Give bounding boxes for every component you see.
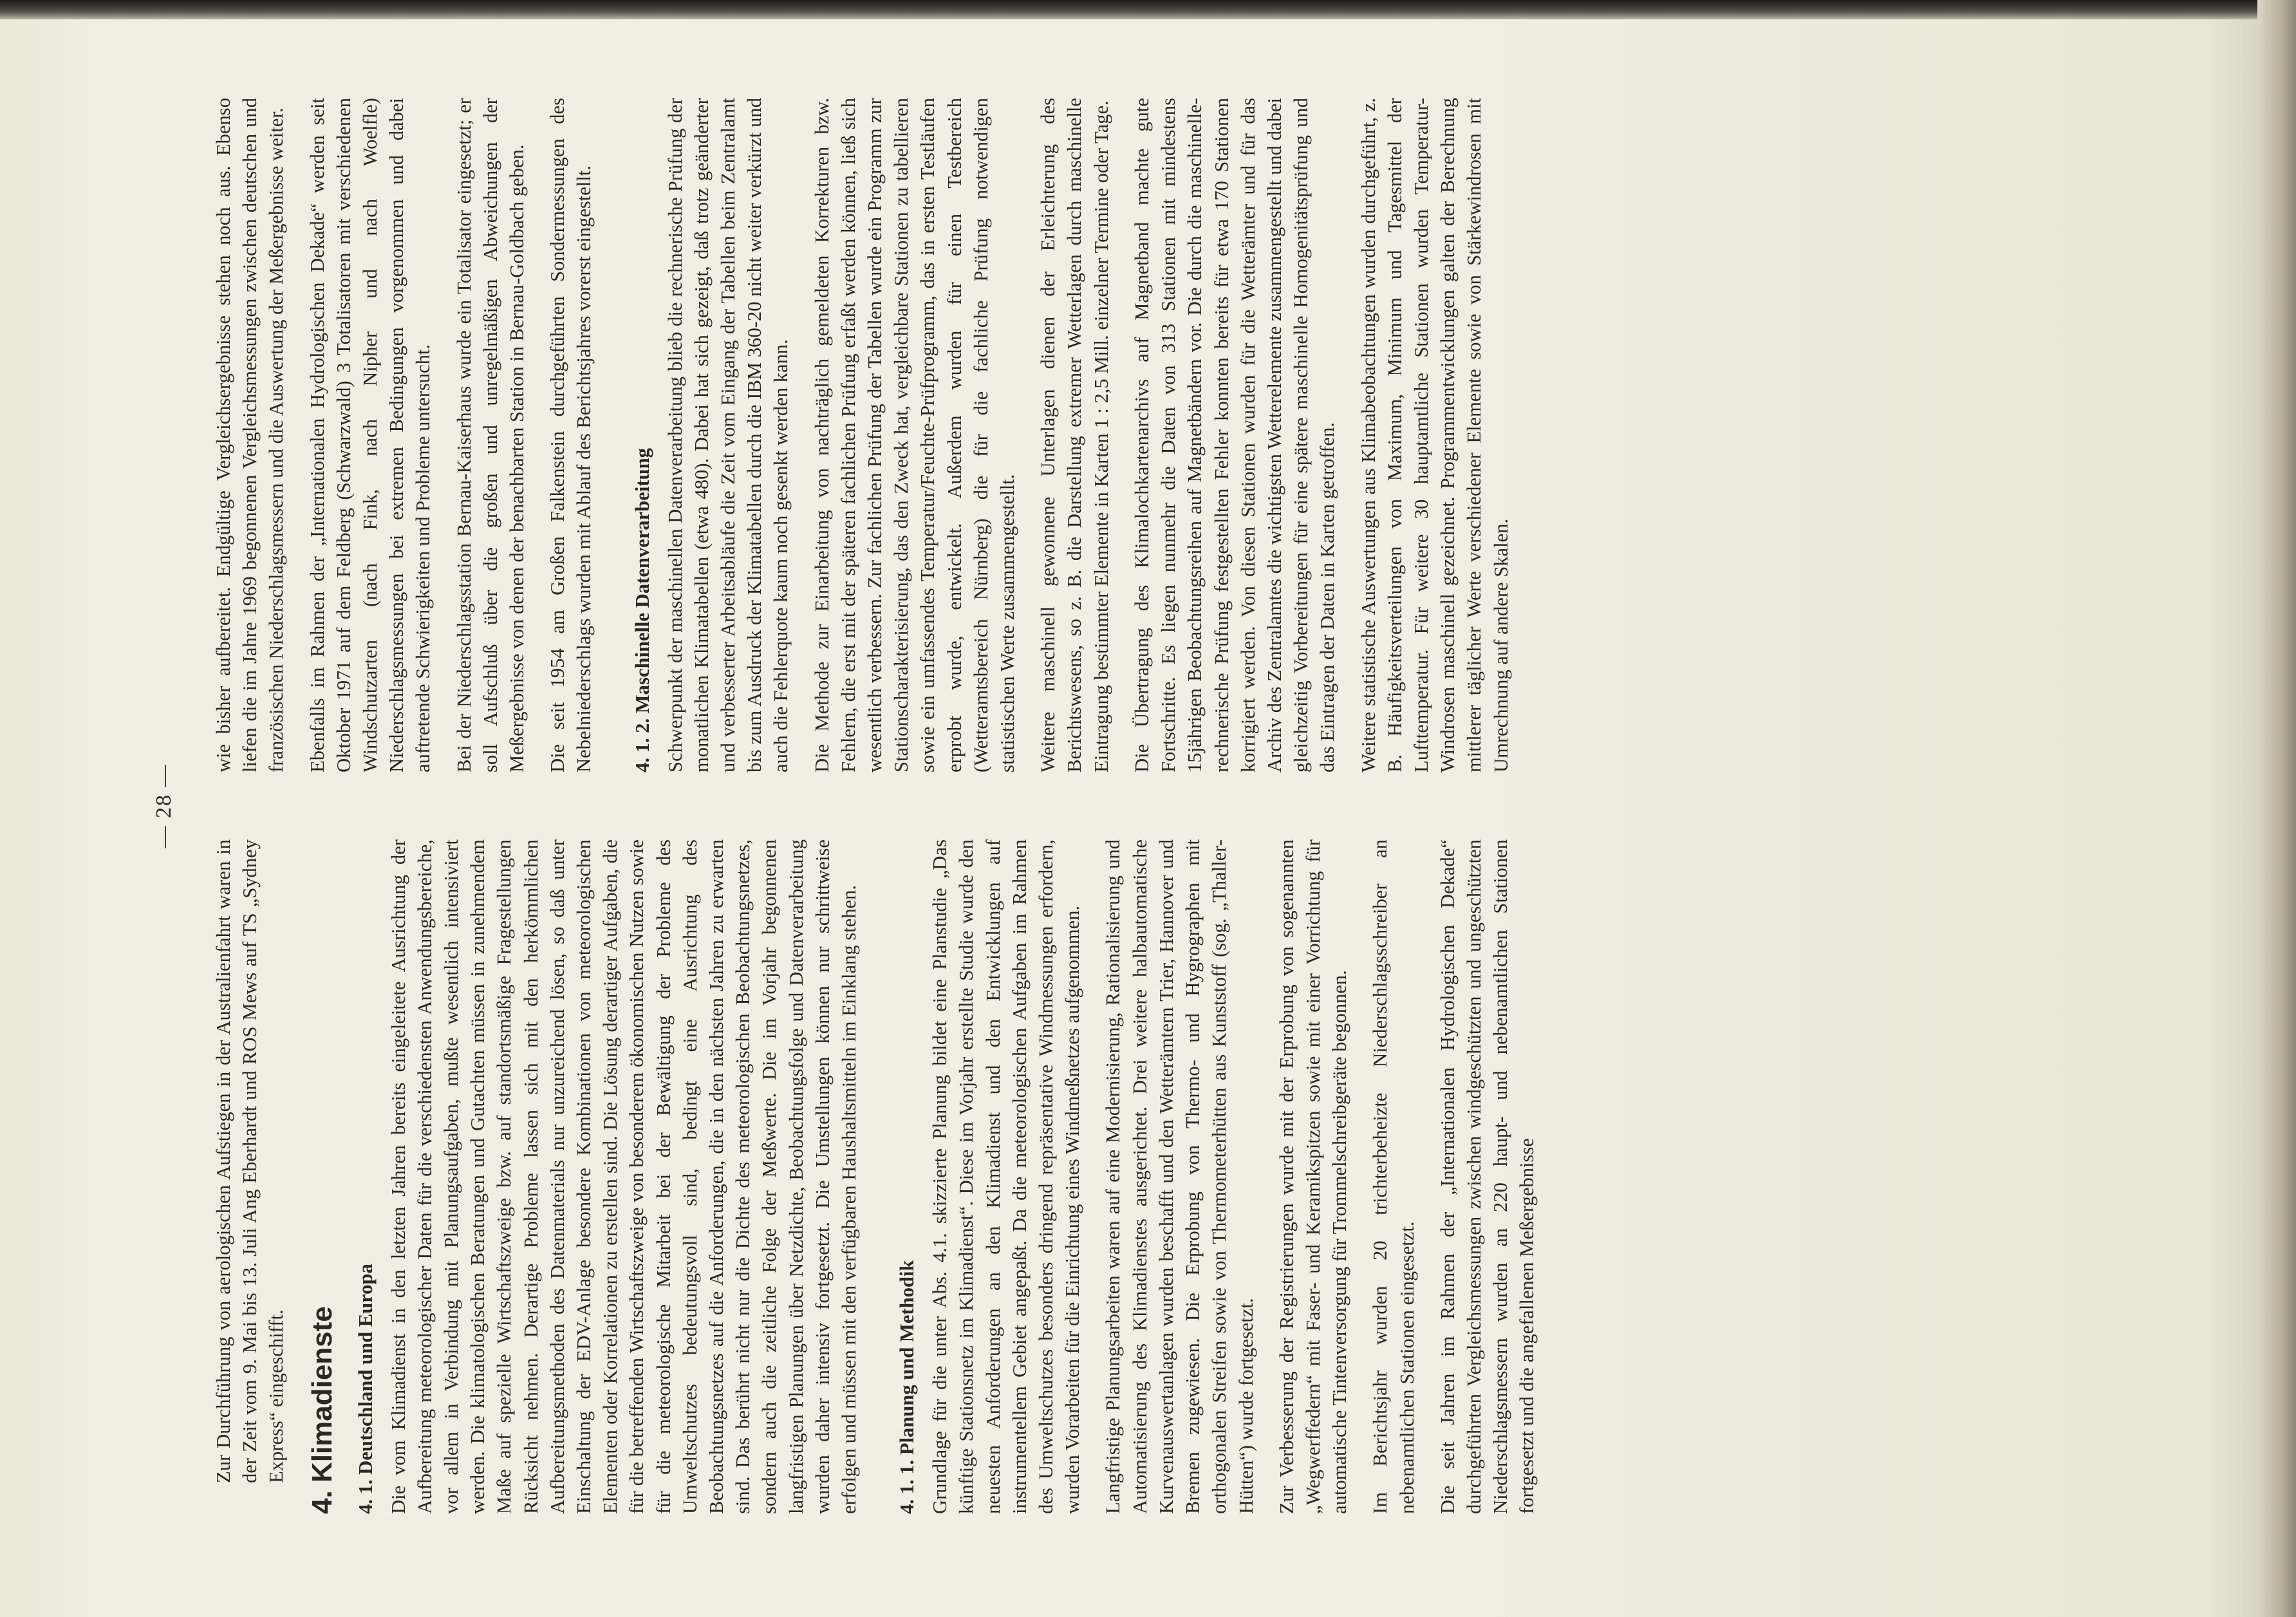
paragraph: Die seit 1954 am Großen Falkenstein durchgeführten Sondermessungen des Nebelniederschlags wurden mit Ablauf des Berichtsjahres vorerst eingestellt. bbox=[546, 98, 595, 772]
subsection-title-4-1: 4. 1. Deutschland und Europa bbox=[354, 1264, 377, 1514]
page-number: — 28 — bbox=[152, 763, 176, 848]
scan-shadow-top bbox=[0, 0, 2296, 19]
subsection-title-4-1-2: 4. 1. 2. Maschinelle Datenverarbeitung bbox=[631, 448, 653, 772]
right-column bbox=[210, 98, 2170, 772]
paragraph: Die seit Jahren im Rahmen der „Internationalen Hydrologischen Dekade“ durchgeführten Vergleichsmessungen zwischen windgeschützten und ungeschützten Niederschlagsmessern wurden an 220 haupt- und nebenamtlichen Stationen fortgesetzt und die angefallenen Meßergebnisse bbox=[1436, 839, 1538, 1514]
paragraph: Ebenfalls im Rahmen der „Internationalen Hydrologischen Dekade“ werden seit Oktober 1971 auf dem Feldberg (Schwarzwald) 3 Totalisatoren mit verschiedenen Windschutzarten (nach Fink, nach Nipher und nach Woelfle) Niederschlagsmessungen bei extremen Bedingungen vorgenommen und dabei auftretende Schwierigkeiten und Probleme untersucht. bbox=[306, 98, 434, 772]
paragraph: Im Berichtsjahr wurden 20 trichterbeheizte Niederschlagsschreiber an nebenamtlichen Stationen eingesetzt. bbox=[1369, 839, 1418, 1514]
paragraph: Die Übertragung des Klimalochkartenarchivs auf Magnetband machte gute Fortschritte. Es liegen nunmehr die Daten von 313 Stationen mit mindestens 15jährigen Beobachtungsreihen auf Magnetbändern vor. Die durch die maschinelle-rechnerische Prüfung festgestellten Fehler konnten bereits für etwa 170 Stationen korrigiert werden. Von diesen Stationen wurden für die Wetterämter und für das Archiv des Zentralamtes die wichtigsten Wetterelemente zusammengestellt und dabei gleichzeitig Vorbereitungen für eine spätere maschinelle Homogenitätsprüfung und das Eintragen der Daten in Karten getroffen. bbox=[1130, 98, 1339, 772]
paragraph: Zur Verbesserung der Registrierungen wurde mit der Erprobung von sogenannten „Wegwerffedern“ mit Faser- und Keramikspitzen sowie mit einer Vorrichtung für automatische Tintenversorgung für Trommelschreibgeräte begonnen. bbox=[1275, 839, 1351, 1514]
book-edge bbox=[2257, 0, 2296, 1617]
paragraph: Die vom Klimadienst in den letzten Jahren bereits eingeleitete Ausrichtung der Aufbereitung meteorologischer Daten für die verschiedensten Anwendungsbereiche, vor allem in Verbindung mit Planungsaufgaben, mußte wesentlich intensiviert werden. Die klimatologischen Beratungen und Gutachten müssen in zunehmendem Maße auf spezielle Wirtschaftszweige bzw. auf standortsmäßige Fragestellungen Rücksicht nehmen. Derartige Probleme lassen sich mit den herkömmlichen Aufbereitungsmethoden des Datenmaterials nur unzureichend lösen, so daß unter Einschaltung der EDV-Anlage besondere Kombinationen von meteorologischen Elementen oder Korrelationen zu erstellen sind. Die Lösung derartiger Aufgaben, die für die betreffenden Wirtschaftszweige von besonderem ökonomischen Nutzen sowie für die meteorologische Mitarbeit bei der Bewältigung der Probleme des Umweltschutzes bedeutungsvoll sind, bedingt eine Ausrichtung des Beobachtungsnetzes auf die Anforderungen, die in den nächsten Jahren zu erwarten sind. Das berührt nicht nur die Dichte des meteorologischen Beobachtungsnetzes, sondern auch die zeitliche Folge der Meßwerte. Die im Vorjahr begonnenen langfristigen Planungen über Netzdichte, Beobachtungsfolge und Datenverarbeitung wurden daher intensiv fortgesetzt. Die Umstellungen können nur schrittweise erfolgen und müssen mit den verfügbaren Haushaltsmitteln im Einklang stehen. bbox=[387, 839, 861, 1514]
paragraph: Schwerpunkt der maschinellen Datenverarbeitung blieb die rechnerische Prüfung der monatlichen Klimatabellen (etwa 480). Dabei hat sich gezeigt, daß trotz geänderter und verbesserter Arbeitsabläufe die Zeit vom Eingang der Tabellen beim Zentralamt bis zum Ausdruck der Klimatabellen durch die IBM 360-20 nicht weiter verkürzt und auch die Fehlerquote kaum noch gesenkt werden kann. bbox=[664, 98, 792, 772]
section-title: 4. Klimadienste bbox=[306, 1306, 338, 1514]
paragraph: Grundlage für die unter Abs. 4.1. skizzierte Planung bildet eine Planstudie „Das künftige Stationsnetz im Klimadienst“. Diese im Vorjahr erstellte Studie wurde den neuesten Anforderungen an den Klimadienst und den Entwicklungen auf instrumentellem Gebiet angepaßt. Da die meteorologischen Aufgaben im Rahmen des Umweltschutzes besonders dringend repräsentative Windmessungen erfordern, wurden Vorarbeiten für die Einrichtung eines Windmeßnetzes aufgenommen. bbox=[929, 839, 1084, 1514]
text-columns bbox=[210, 98, 2170, 1514]
rotated-text-block bbox=[124, 72, 2170, 1540]
paragraph: Langfristige Planungsarbeiten waren auf eine Modernisierung, Rationalisierung und Automatisierung des Klimadienstes ausgerichtet. Drei weitere halbautomatische Kurvenauswertanlagen wurden beschafft und den Wetterämtern Trier, Hannover und Bremen zugewiesen. Die Erprobung von Thermo- und Hygrographen mit orthogonalen Streifen sowie von Thermometerhütten aus Kunststoff (sog. „Thaller-Hütten“) wurde fortgesetzt. bbox=[1102, 839, 1257, 1514]
paragraph: Die Methode zur Einarbeitung von nachträglich gemeldeten Korrekturen bzw. Fehlern, die erst mit der späteren fachlichen Prüfung erfaßt werden können, ließ sich wesentlich verbessern. Zur fachlichen Prüfung der Tabellen wurde ein Programm zur Stationscharakterisierung, das den Zweck hat, vergleichbare Stationen zu tabellieren sowie ein umfassendes Temperatur/Feuchte-Prüfprogramm, das in ersten Testläufen erprobt wurde, entwickelt. Außerdem wurden für einen Testbereich (Wetteramtsbereich Nürnberg) die für die fachliche Prüfung notwendigen statistischen Werte zusammengestellt. bbox=[810, 98, 1019, 772]
paragraph: Weitere maschinell gewonnene Unterlagen dienen der Erleichterung des Berichtswesens, so z. B. die Darstellung extremer Wetterlagen durch maschinelle Eintragung bestimmter Elemente in Karten 1 : 2,5 Mill. einzelner Termine oder Tage. bbox=[1037, 98, 1112, 772]
paragraph: wie bisher aufbereitet. Endgültige Vergleichsergebnisse stehen noch aus. Ebenso liefen die im Jahre 1969 begonnenen Vergleichsmessungen zwischen deutschen und französischen Niederschlagsmessern und die Auswertung der Meßergebnisse weiter. bbox=[212, 98, 288, 772]
paragraph: Bei der Niederschlagsstation Bernau-Kaiserhaus wurde ein Totalisator eingesetzt; er soll Aufschluß über die großen und unregelmäßigen Abweichungen der Meßergebnisse von denen der benachbarten Station in Bernau-Goldbach geben. bbox=[453, 98, 528, 772]
intro-paragraph: Zur Durchführung von aerologischen Aufstiegen in der Australienfahrt waren in der Zeit vom 9. Mai bis 13. Juli Ang Eberhardt und ROS Mews auf TS „Sydney Express“ eingeschifft. bbox=[212, 839, 288, 1483]
left-column bbox=[210, 839, 2170, 1514]
subsection-title-4-1-1: 4. 1. 1. Planung und Methodik bbox=[896, 1260, 919, 1514]
paragraph: Weitere statistische Auswertungen aus Klimabeobachtungen wurden durchgeführt, z. B. Häufigkeitsverteilungen von Maximum, Minimum und Tagesmittel der Lufttemperatur. Für weitere 30 hauptamtliche Stationen wurden Temperatur-Windrosen maschinell gezeichnet. Programmentwicklungen galten der Berechnung mittlerer täglicher Werte verschiedener Elemente sowie von Stärkewindrosen mit Umrechnung auf andere Skalen. bbox=[1357, 98, 1512, 772]
